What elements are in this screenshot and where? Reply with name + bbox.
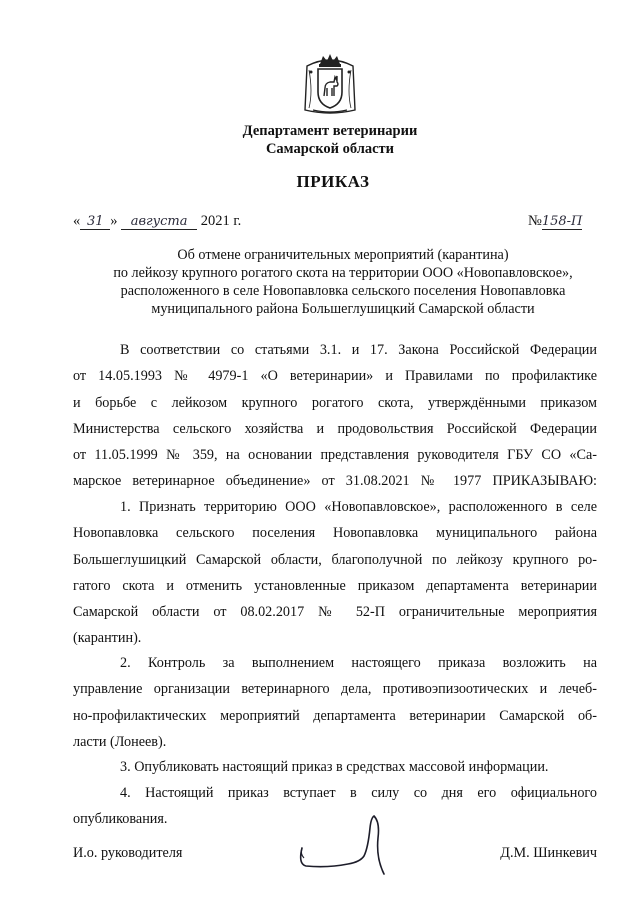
signatory-name: Д.М. Шинкевич [500, 845, 597, 861]
paragraph-line: опубликования. [73, 811, 168, 828]
order-date [73, 213, 241, 230]
paragraph-line: гатого скота и отменить установленные приказом департамента ветеринарии [73, 577, 597, 594]
department-name-line2: Самарской области [265, 141, 395, 157]
date-day-handwritten: 31 [80, 215, 110, 230]
document-type-title: ПРИКАЗ [296, 172, 370, 191]
signatory-position: И.о. руководителя [73, 845, 183, 861]
paragraph-line: (карантин). [73, 630, 142, 647]
paragraph-line: Большеглушицкий Самарской области, благополучной по лейкозу крупного ро- [73, 551, 597, 568]
paragraph-line: 1. Признать территорию ООО «Новопавловское», расположенного в селе [120, 499, 597, 515]
date-month-handwritten: августа [121, 215, 197, 230]
subject-line: расположенного в селе Новопавловка сельского поселения Новопавловка [120, 283, 566, 299]
preamble-paragraph [73, 337, 597, 495]
handwritten-signature [288, 808, 398, 878]
subject-line: муниципального района Большеглушицкий Самарской области [151, 301, 535, 317]
paragraph-line: Новопавловка сельского поселения Новопавловка муниципального района [73, 525, 597, 542]
order-item-2 [73, 650, 597, 755]
paragraph-line: 2. Контроль за выполнением настоящего приказа возложить на [120, 655, 597, 671]
paragraph-line: управление организации ветеринарного дела, противоэпизоотических и лечеб- [73, 681, 597, 698]
paragraph-line: но-профилактических мероприятий департамента ветеринарии Самарской об- [73, 707, 597, 724]
subject-line: Об отмене ограничительных мероприятий (карантина) [177, 247, 509, 263]
order-item-1 [73, 494, 597, 652]
paragraph-line: Министерства сельского хозяйства и продовольствия Российской Федерации [73, 420, 597, 437]
paragraph-line: от 11.05.1999 № 359, на основании представления руководителя ГБУ СО «Са- [73, 447, 597, 464]
paragraph-line: 3. Опубликовать настоящий приказ в средствах массовой информации. [120, 759, 549, 775]
coat-of-arms-emblem [303, 52, 357, 116]
order-number [528, 213, 582, 230]
paragraph-line: Самарской области от 08.02.2017 № 52-П ограничительные мероприятия [73, 604, 597, 621]
department-name-line1: Департамент ветеринарии [242, 123, 418, 139]
number-prefix: № [528, 213, 542, 229]
date-close-quote: » [110, 213, 118, 229]
date-year: 2021 г. [200, 213, 242, 229]
date-open-quote: « [73, 213, 81, 229]
order-item-3 [73, 754, 597, 780]
paragraph-line: ласти (Лонеев). [73, 733, 167, 750]
paragraph-line: В соответствии со статьями 3.1. и 17. Закона Российской Федерации [120, 342, 597, 358]
paragraph-line: марское ветеринарное объединение» от 31.08.2021 № 1977 ПРИКАЗЫВАЮ: [73, 473, 597, 490]
paragraph-line: 4. Настоящий приказ вступает в силу со дня его официального [120, 785, 597, 801]
subject-line: по лейкозу крупного рогатого скота на территории ООО «Новопавловское», [113, 265, 573, 281]
paragraph-line: от 14.05.1993 № 4979-1 «О ветеринарии» и Правилами по профилактике [73, 368, 597, 385]
number-value-handwritten: 158-П [541, 214, 583, 229]
paragraph-line: и борьбе с лейкозом крупного рогатого скота, утверждёнными приказом [73, 394, 597, 411]
order-subject [60, 246, 626, 318]
